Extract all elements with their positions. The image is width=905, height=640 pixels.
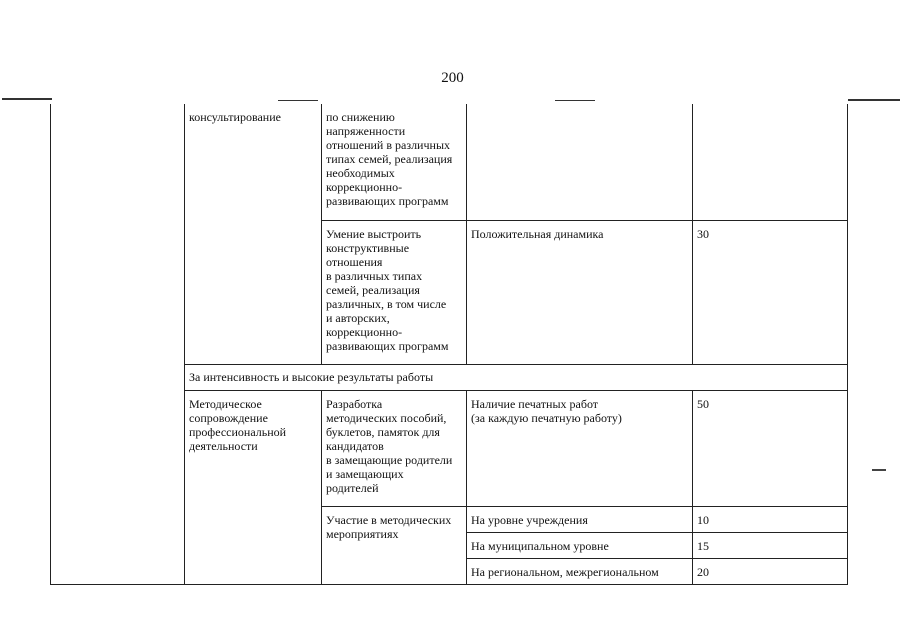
table-cell-result: Наличие печатных работ (за каждую печатную работу) [467,390,693,506]
table-cell-points: 15 [693,532,848,558]
page-number: 200 [441,70,464,86]
scan-mark-center-right [555,100,595,101]
table-cell-points: 10 [693,506,848,532]
table-cell-result: На муниципальном уровне [467,532,693,558]
table-section-title: За интенсивность и высокие результаты работы [185,364,848,390]
table-cell-result [467,104,693,220]
table-cell-result: На уровне учреждения [467,506,693,532]
table-cell-indicator: Методическое сопровождение профессиональной деятельности [185,390,322,584]
table-cell-description: Участие в методических мероприятиях [322,506,467,584]
scan-mark-right [848,99,900,101]
table-cell-description: по снижению напряженности отношений в различных типах семей, реализация необходимых коррекционно- развивающих программ [322,104,467,220]
table-row [51,104,848,220]
table-cell-indicator: консультирование [185,104,322,364]
table-cell-description: Умение выстроить конструктивные отношения в различных типах семей, реализация различных, в том числе и авторских, коррекционно- развивающих программ [322,220,467,364]
table-cell-description: Разработка методических пособий, буклетов, памяток для кандидатов в замещающие родители и замещающих родителей [322,390,467,506]
table-cell-points: 30 [693,220,848,364]
scan-mark-center-left [278,100,318,101]
table-cell-points [693,104,848,220]
table-cell-points: 20 [693,558,848,584]
table-cell-criterion-group [51,104,185,584]
table-cell-result: Положительная динамика [467,220,693,364]
table-cell-result: На региональном, межрегиональном [467,558,693,584]
table-cell-points: 50 [693,390,848,506]
scan-speck [872,469,886,471]
scan-mark-left [2,98,52,100]
criteria-table [50,104,848,585]
